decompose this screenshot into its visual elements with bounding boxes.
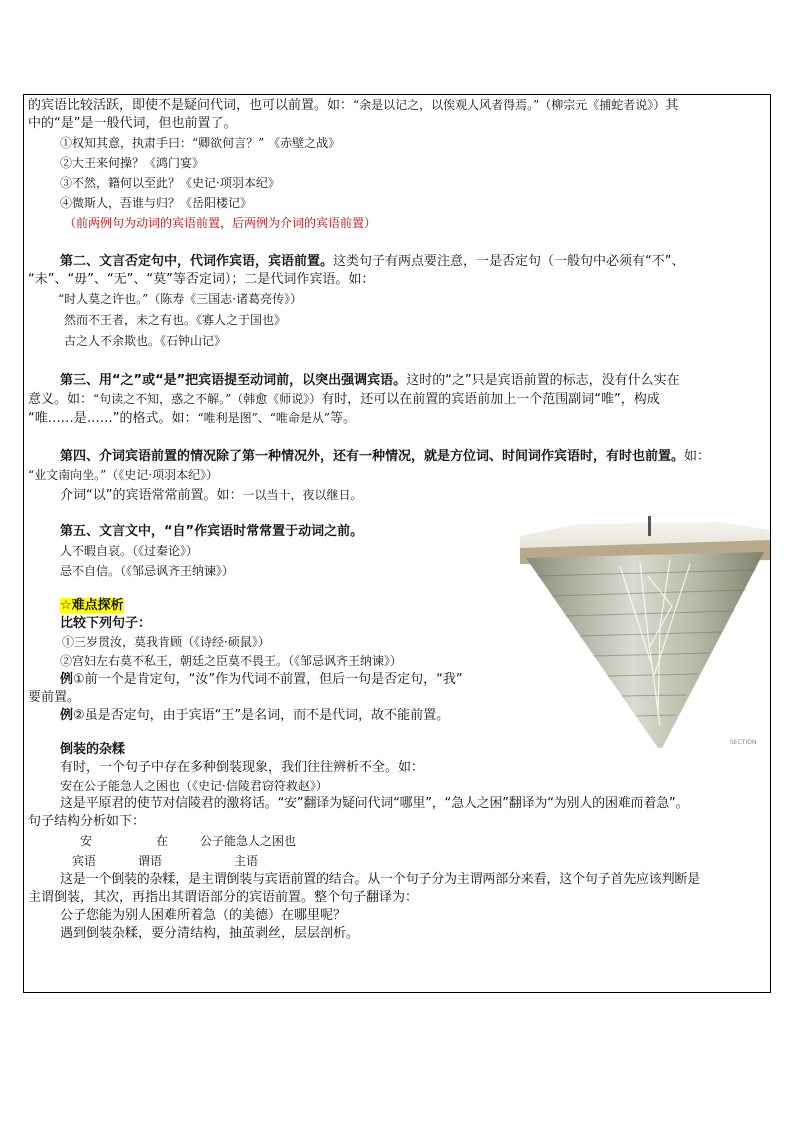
label: 例 (60, 708, 74, 723)
section-heading: 第三、用“之”或“是”把宾语提至动词前，以突出强调宾语。 (60, 373, 407, 388)
paragraph: 这是一个倒装的杂糅，是主谓倒装与宾语前置的结合。从一个句子分为主谓两部分来看，这个句子首先应该判断是 (60, 872, 701, 887)
subheading: 倒装的杂糅 (60, 742, 126, 757)
text: 其 (665, 98, 679, 113)
example: “时人莫之许也。”（陈寿《三国志·诸葛亮传》） (58, 292, 303, 306)
paragraph: 主谓倒装，其次，再指出其谓语部分的宾语前置。整个句子翻译为： (28, 890, 419, 905)
text: 介词“以”的宾语常常前置。如： (60, 488, 243, 503)
example-4: ④微斯人，吾谁与归？《岳阳楼记》 (60, 196, 253, 210)
example: 然而不王者，未之有也。《寡人之于国也》 (64, 313, 287, 327)
quote: “余是以记之，以俟观人风者得焉。”（柳宗元《捕蛇者说》） (353, 98, 666, 112)
word: 公子能急人之困也 (200, 834, 297, 848)
example-2: ②大王来何操？《鸿门宴》 (60, 156, 205, 170)
text: 的宾语比较活跃，即使不是疑问代词，也可以前置。如： (28, 98, 354, 113)
text: 有时，还可以在前置的宾语前加上一个范围副词“唯”，构成 (321, 392, 660, 407)
section-heading: 第四、介词宾语前置的情况除了第一种情况外，还有一种情况，就是方位词、时间词作宾语时，有时也前置。 (60, 449, 685, 464)
quote: “句读之不知，惑之不解。”（韩愈《师说》） (93, 392, 322, 406)
text: ②虽是否定句，由于宾语“王”是名词，而不是代词，故不能前置。 (73, 708, 450, 723)
example-1: ①权知其意，执肃手曰：“卿欲何言？” 《赤壁之战》 (60, 136, 341, 150)
paragraph: “未”、“毋”、“无”、“莫”等否定词）；二是代词作宾语。如： (28, 272, 375, 287)
word: 在 (156, 834, 169, 848)
section-heading: 第二、文言否定句中，代词作宾语，宾语前置。 (60, 254, 334, 269)
text: 这类句子有两点要注意，一是否定句（一般句中必须有“不”、 (333, 254, 685, 269)
subheading: 比较下列句子： (60, 616, 152, 631)
paragraph: 遇到倒装杂糅，要分清结构，抽茧剥丝，层层剖析。 (60, 926, 360, 941)
text: 这时的“之”只是宾语前置的标志，没有什么实在 (406, 373, 680, 388)
note: （前两例句为动词的宾语前置，后两例为介词的宾语前置） (64, 216, 377, 230)
structure-words (28, 831, 768, 851)
text: “唯……是……”的格式。如： (28, 411, 198, 426)
paragraph: 中的“是”是一般代词，但也前置了。 (28, 116, 237, 131)
section-heading: 第五、文言文中，“自”作宾语时常常置于动词之前。 (60, 524, 364, 539)
inverted-pyramid-illustration (520, 516, 770, 752)
quote: 一以当十，夜以继日。 (242, 488, 363, 502)
quote: “业文南向坐。”（《史记·项羽本纪》） (28, 468, 219, 482)
example: 古之人不余欺也。《石钟山记》 (64, 334, 227, 348)
paragraph: 句子结构分析如下： (28, 814, 146, 829)
example: 人不暇自哀。（《过秦论》） (60, 544, 199, 558)
text: 如： (684, 449, 711, 464)
difficulty-heading: ☆难点探析 (60, 598, 124, 613)
quote: “唯利是图”、“唯命是从” (197, 411, 331, 425)
image-caption: SECTION (730, 739, 757, 746)
quote: 安在公子能急人之困也（《史记·信陵君窃符救赵》） (60, 779, 328, 793)
tag: 谓语 (138, 854, 163, 868)
paragraph: 这是平原君的使节对信陵君的激将话。“安”翻译为疑问代词“哪里”，“急人之困”翻译为“为别人的困难而着急”。 (60, 796, 689, 811)
paragraph: 公子您能为别人困难所着急（的美德）在哪里呢？ (60, 908, 347, 923)
text: 意义。如： (28, 392, 94, 407)
paragraph: 有时，一个句子中存在多种倒装现象，我们往往辨析不全。如： (60, 760, 425, 775)
label: 例 (60, 672, 74, 687)
text: 等。 (330, 411, 357, 426)
example: 忌不自信。（《邹忌讽齐王纳谏》） (60, 564, 235, 578)
example: ①三岁贯汝，莫我肯顾（《诗经·硕鼠》） (62, 635, 270, 649)
text: ①前一个是肯定句，“汝”作为代词不前置，但后一句是否定句，“我” (73, 672, 463, 687)
paragraph: 要前置。 (28, 690, 81, 705)
structure-tags (28, 851, 768, 871)
tag: 主语 (234, 854, 259, 868)
word: 安 (80, 834, 93, 848)
paragraph (28, 96, 768, 115)
tag: 宾语 (72, 854, 97, 868)
example-3: ③不然，籍何以至此？《史记·项羽本纪》 (60, 176, 280, 190)
example: ②宫妇左右莫不私王，朝廷之臣莫不畏王。（《邹忌讽齐王纳谏》） (60, 654, 403, 668)
